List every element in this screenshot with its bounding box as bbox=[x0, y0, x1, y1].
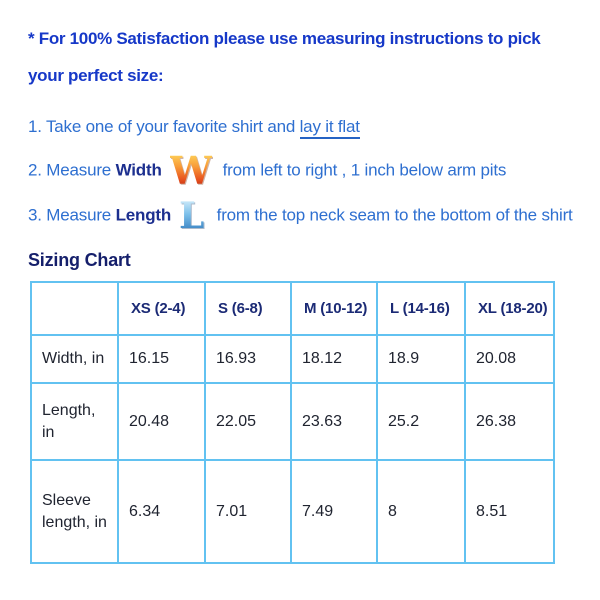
step-1-text: 1. Take one of your favorite shirt and bbox=[28, 117, 300, 136]
step-3-text: 3. Measure bbox=[28, 205, 116, 225]
instruction-step-2 bbox=[28, 148, 576, 193]
column-header-m: M (10-12) bbox=[291, 282, 377, 335]
step-2-suffix: from left to right , 1 inch below arm pits bbox=[218, 160, 507, 180]
length-keyword: Length bbox=[115, 205, 172, 225]
step-3-suffix: from the top neck seam to the bottom of the shirt bbox=[212, 205, 573, 225]
instruction-step-1 bbox=[28, 114, 576, 140]
table-row bbox=[31, 335, 554, 383]
table-cell: 18.9 bbox=[377, 335, 465, 383]
row-label-width: Width, in bbox=[31, 335, 118, 383]
width-keyword: Width bbox=[115, 160, 162, 180]
step-2-text: 2. Measure bbox=[28, 160, 116, 180]
table-cell: 6.34 bbox=[118, 460, 205, 563]
letter-l-ice-icon: L bbox=[179, 195, 205, 237]
satisfaction-note: * For 100% Satisfaction please use measuring instructions to pick your perfect size: bbox=[28, 29, 541, 85]
table-cell: 16.93 bbox=[205, 335, 291, 383]
row-label-sleeve: Sleeve length, in bbox=[31, 460, 118, 563]
table-cell: 23.63 bbox=[291, 383, 377, 460]
table-cell: 25.2 bbox=[377, 383, 465, 460]
column-header-blank bbox=[31, 282, 118, 335]
table-row bbox=[31, 460, 554, 563]
table-cell: 8.51 bbox=[465, 460, 554, 563]
column-header-s: S (6-8) bbox=[205, 282, 291, 335]
letter-w-flame-icon: W bbox=[169, 148, 213, 193]
table-cell: 18.12 bbox=[291, 335, 377, 383]
table-cell: 16.15 bbox=[118, 335, 205, 383]
table-cell: 20.48 bbox=[118, 383, 205, 460]
table-cell: 26.38 bbox=[465, 383, 554, 460]
table-cell: 8 bbox=[377, 460, 465, 563]
table-cell: 7.01 bbox=[205, 460, 291, 563]
table-cell: 22.05 bbox=[205, 383, 291, 460]
column-header-l: L (14-16) bbox=[377, 282, 465, 335]
table-cell: 20.08 bbox=[465, 335, 554, 383]
lay-it-flat-link[interactable]: lay it flat bbox=[300, 117, 360, 139]
table-row bbox=[31, 383, 554, 460]
column-header-xs: XS (2-4) bbox=[118, 282, 205, 335]
sizing-table bbox=[30, 281, 555, 564]
column-header-xl: XL (18-20) bbox=[465, 282, 554, 335]
instruction-step-3 bbox=[28, 195, 576, 237]
row-label-length: Length, in bbox=[31, 383, 118, 460]
table-cell: 7.49 bbox=[291, 460, 377, 563]
table-header-row bbox=[31, 282, 554, 335]
sizing-chart-title: Sizing Chart bbox=[28, 250, 131, 270]
